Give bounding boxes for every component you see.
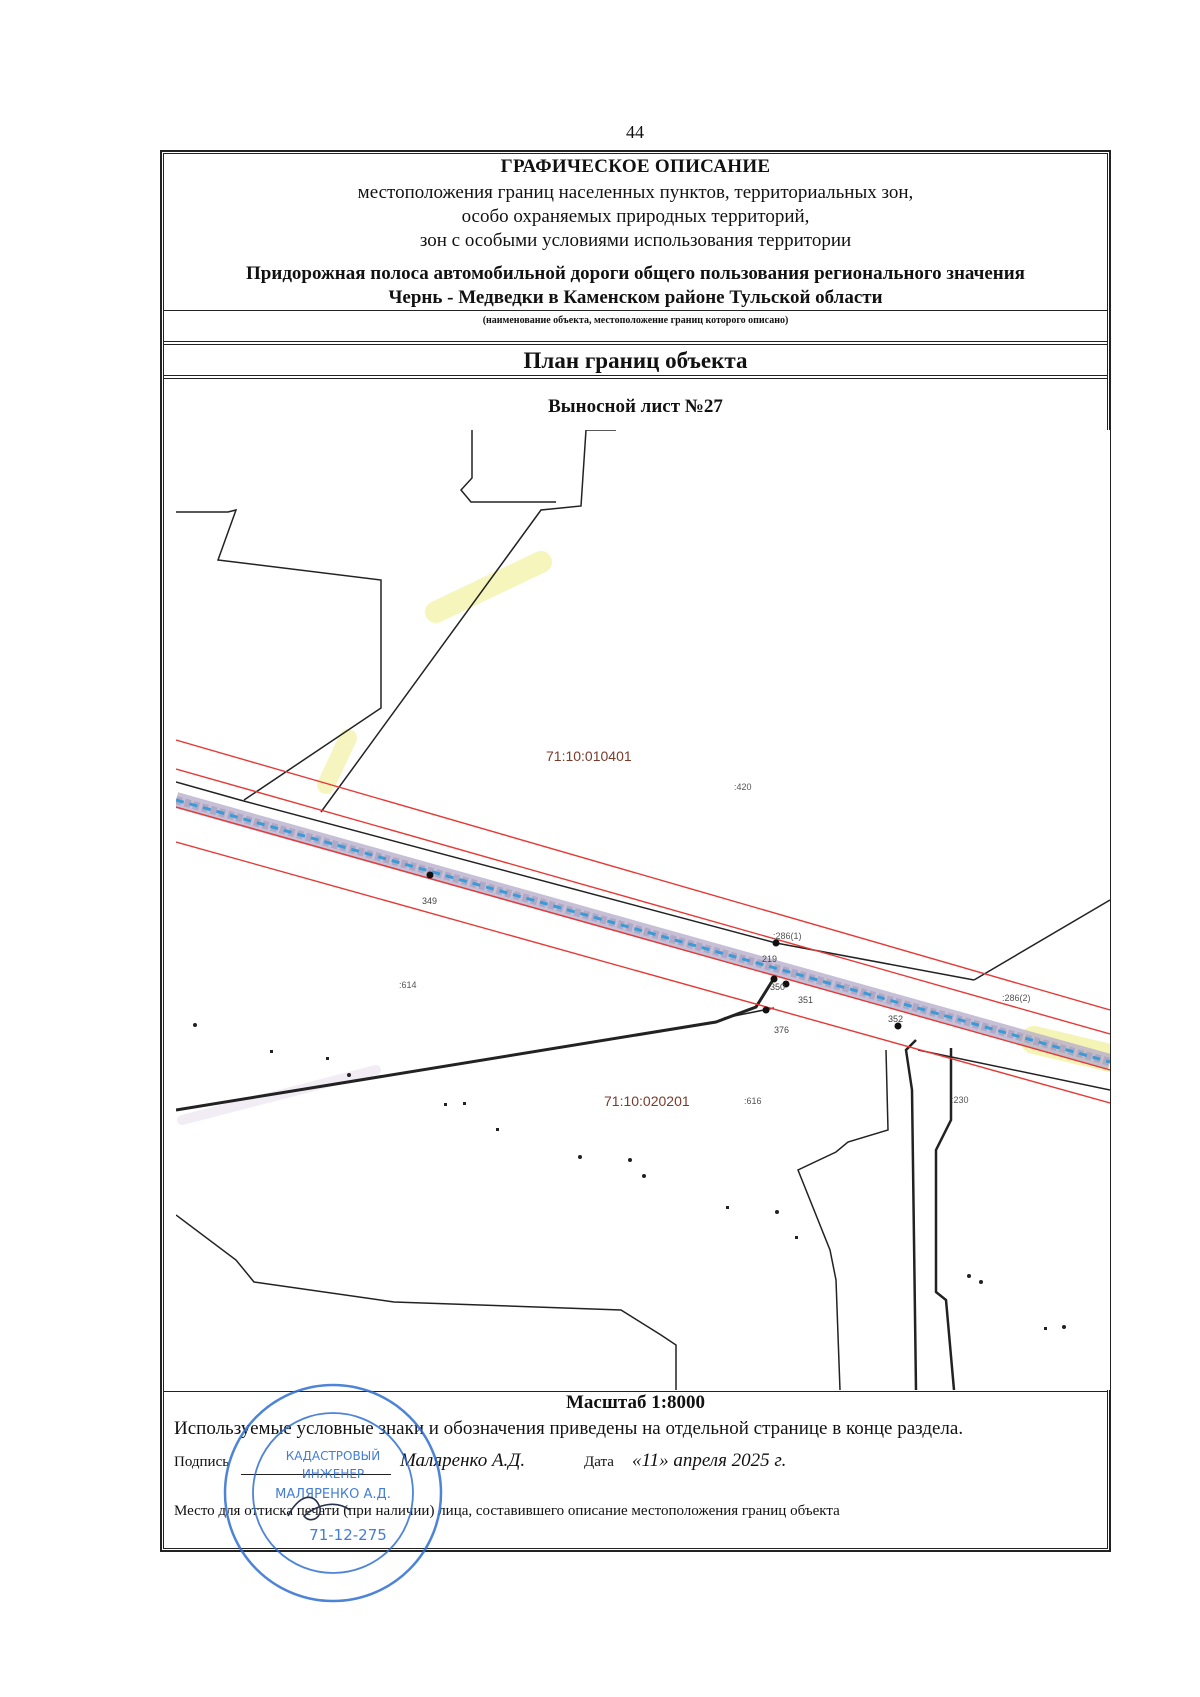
point-label: 349 <box>422 896 438 906</box>
terrain-mark <box>463 1102 466 1105</box>
sheet-title: Выносной лист №27 <box>548 396 723 417</box>
quarter-label: 71:10:020201 <box>604 1093 690 1109</box>
parcel-label: :230 <box>951 1095 969 1105</box>
header-divider <box>163 341 1108 342</box>
plan-divider <box>163 378 1108 379</box>
point-label: 352 <box>888 1014 904 1024</box>
document-title: ГРАФИЧЕСКОЕ ОПИСАНИЕ <box>500 156 771 177</box>
stamp-inner-line: КАДАСТРОВЫЙ <box>285 1449 381 1463</box>
quarter-label: 71:10:010401 <box>546 748 632 764</box>
page-number: 44 <box>626 122 644 142</box>
terrain-mark <box>967 1274 971 1278</box>
terrain-mark <box>979 1280 983 1284</box>
terrain-mark <box>1044 1327 1047 1330</box>
signature-date: «11» апреля 2025 г. <box>632 1450 787 1471</box>
terrain-mark <box>347 1073 351 1077</box>
point-label: 351 <box>798 995 814 1005</box>
signature-label: Подпись <box>174 1454 230 1470</box>
stamp-inner-line: ИНЖЕНЕР <box>301 1467 365 1481</box>
date-label: Дата <box>584 1454 614 1470</box>
point-349 <box>427 872 434 879</box>
terrain-mark <box>795 1236 798 1239</box>
map-scale: Масштаб 1:8000 <box>565 1392 706 1413</box>
parcel-label: :286(1) <box>773 931 802 941</box>
object-name-line-1: Придорожная полоса автомобильной дороги общего пользования регионального значения <box>246 263 1025 284</box>
stamp-inner-line: МАЛЯРЕНКО А.Д. <box>275 1487 391 1502</box>
parcel-label: :420 <box>734 782 752 792</box>
terrain-mark <box>444 1103 447 1106</box>
subtitle-line-1: местоположения границ населенных пунктов, территориальных зон, <box>357 182 914 203</box>
boundary-map <box>176 430 1110 1390</box>
point-label: 219 <box>762 954 778 964</box>
terrain-mark <box>193 1023 197 1027</box>
terrain-mark <box>628 1158 632 1162</box>
parcel-label: :614 <box>399 980 417 990</box>
header-divider <box>163 344 1108 345</box>
plan-divider <box>163 375 1108 376</box>
point-label: 350 <box>770 982 786 992</box>
parcel-label: :286(2) <box>1002 993 1031 1003</box>
terrain-mark <box>775 1210 779 1214</box>
map-background <box>176 430 1110 1390</box>
signer-name: Маляренко А.Д. <box>400 1450 526 1471</box>
subtitle-line-2: особо охраняемых природных территорий, <box>461 206 810 227</box>
terrain-mark <box>642 1174 646 1178</box>
parcel-label: :616 <box>744 1096 762 1106</box>
object-name-note: (наименование объекта, местоположение границ которого описано) <box>482 315 789 326</box>
terrain-mark <box>578 1155 582 1159</box>
terrain-mark <box>270 1050 273 1053</box>
stamp-place-note: Место для оттиска печати (при наличии) лица, составившего описание местоположения границ объекта <box>174 1503 840 1519</box>
stamp-number: 71-12-275 <box>309 1526 387 1544</box>
point-label: 376 <box>774 1025 790 1035</box>
plan-title: План границ объекта <box>523 348 748 373</box>
engineer-stamp <box>218 1378 448 1608</box>
object-name-line-2: Чернь - Медведки в Каменском районе Тульской области <box>388 287 883 308</box>
terrain-mark <box>326 1057 329 1060</box>
terrain-mark <box>496 1128 499 1131</box>
point-376 <box>763 1007 770 1014</box>
terrain-mark <box>726 1206 729 1209</box>
stamp-text <box>275 1448 391 1544</box>
terrain-mark <box>1062 1325 1066 1329</box>
subtitle-line-3: зон с особыми условиями использования территории <box>419 230 852 251</box>
legend-note: Используемые условные знаки и обозначения приведены на отдельной странице в конце раздела. <box>174 1418 964 1439</box>
header-divider <box>163 310 1108 311</box>
